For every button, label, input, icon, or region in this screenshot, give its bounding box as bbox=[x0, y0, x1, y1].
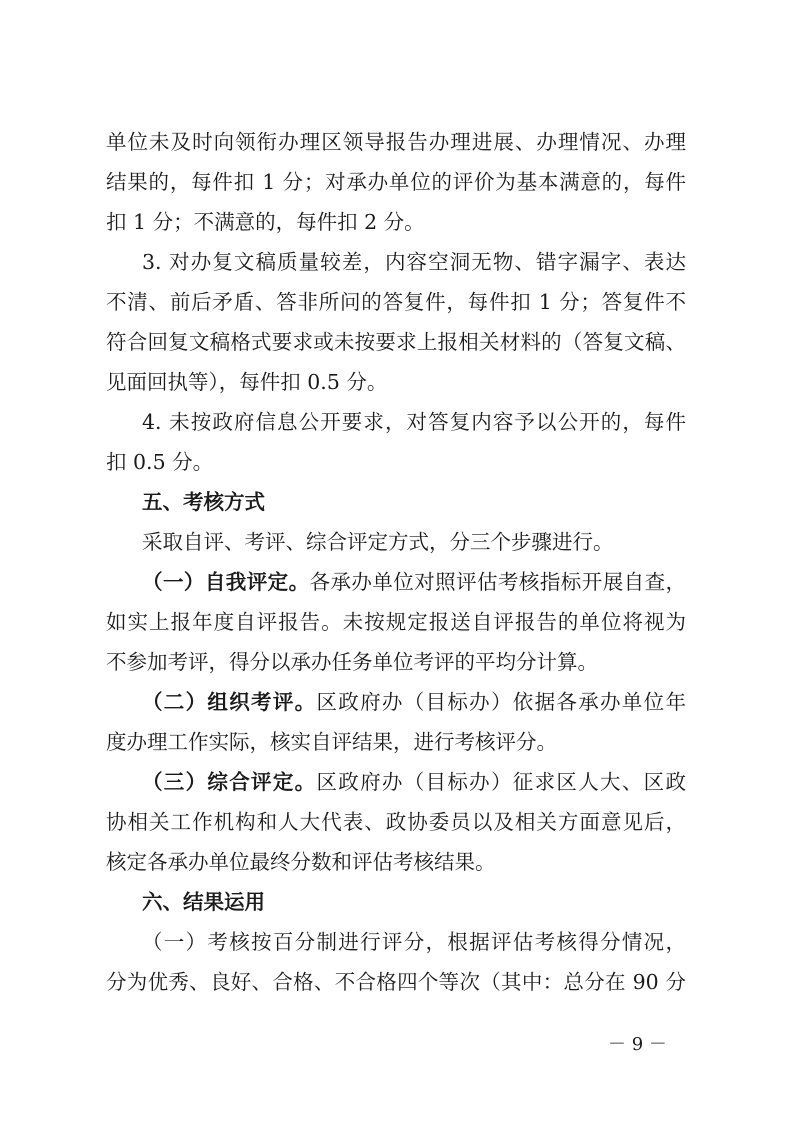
org-eval-line bbox=[106, 682, 686, 722]
org-eval-lead: （二）组织考评。 bbox=[142, 690, 317, 714]
self-eval-text: 各承办单位对照评估考核指标开展自查， bbox=[309, 570, 686, 594]
item-3-line: 3. 对办复文稿质量较差，内容空洞无物、错字漏字、表达 bbox=[142, 250, 686, 274]
body-line: 协相关工作机构和人大代表、政协委员以及相关方面意见后， bbox=[106, 810, 686, 834]
body-line: 不清、前后矛盾、答非所问的答复件，每件扣 1 分；答复件不 bbox=[106, 290, 686, 314]
section-heading-6: 六、结果运用 bbox=[142, 890, 265, 914]
document-body bbox=[106, 122, 686, 1002]
comprehensive-lead: （三）综合评定。 bbox=[142, 770, 317, 794]
body-line: 如实上报年度自评报告。未按规定报送自评报告的单位将视为 bbox=[106, 610, 686, 634]
body-line: 见面回执等），每件扣 0.5 分。 bbox=[106, 370, 388, 394]
comprehensive-line bbox=[106, 762, 686, 802]
body-line: 采取自评、考评、综合评定方式，分三个步骤进行。 bbox=[142, 530, 614, 554]
body-line: 结果的，每件扣 1 分；对承办单位的评价为基本满意的，每件 bbox=[106, 170, 686, 194]
self-eval-line bbox=[106, 562, 686, 602]
comprehensive-text: 区政府办（目标办）征求区人大、区政 bbox=[316, 770, 686, 794]
body-line: 扣 1 分；不满意的，每件扣 2 分。 bbox=[106, 210, 425, 234]
body-line: 度办理工作实际，核实自评结果，进行考核评分。 bbox=[106, 730, 557, 754]
body-line: 不参加考评，得分以承办任务单位考评的平均分计算。 bbox=[106, 650, 598, 674]
body-line: 单位未及时向领衔办理区领导报告办理进展、办理情况、办理 bbox=[106, 130, 686, 154]
org-eval-text: 区政府办（目标办）依据各承办单位年 bbox=[316, 690, 686, 714]
item-4-line: 4. 未按政府信息公开要求，对答复内容予以公开的，每件 bbox=[142, 410, 686, 434]
body-line: 分为优秀、良好、合格、不合格四个等次（其中：总分在 90 分 bbox=[106, 970, 686, 994]
body-line: 核定各承办单位最终分数和评估考核结果。 bbox=[106, 850, 496, 874]
body-line: 扣 0.5 分。 bbox=[106, 450, 214, 474]
page-number: － 9 － bbox=[608, 1034, 667, 1055]
section-heading-5: 五、考核方式 bbox=[142, 490, 265, 514]
body-line: 符合回复文稿格式要求或未按要求上报相关材料的（答复文稿、 bbox=[106, 330, 686, 354]
body-line: （一）考核按百分制进行评分，根据评估考核得分情况， bbox=[142, 930, 686, 954]
self-eval-lead: （一）自我评定。 bbox=[142, 570, 310, 594]
